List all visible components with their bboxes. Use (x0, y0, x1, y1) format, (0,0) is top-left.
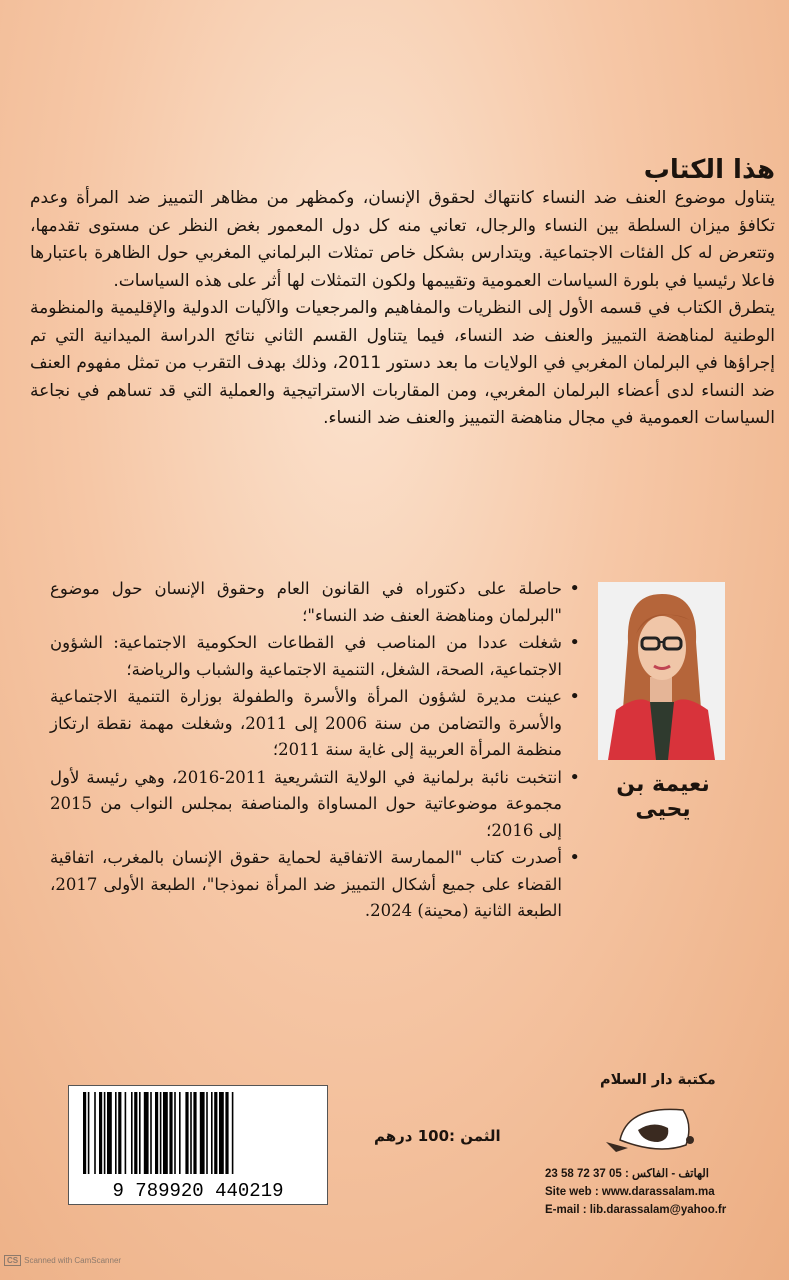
barcode-bar (200, 1092, 205, 1174)
publisher-phone: الهاتف - الفاكس : 05 37 72 58 23 (545, 1168, 710, 1180)
barcode-bar (115, 1092, 117, 1174)
author-photo (598, 582, 725, 760)
barcode-bar (225, 1092, 228, 1174)
barcode-bar (190, 1092, 192, 1174)
bio-item: • حاصلة على دكتوراه في القانون العام وحقوق الإنسان حول موضوع "البرلمان ومناهضة العنف ضد النساء"؛ (50, 576, 580, 629)
barcode-bar (174, 1092, 176, 1174)
barcode-bar (232, 1092, 234, 1174)
scanner-stamp-text: Scanned with CamScanner (24, 1256, 122, 1265)
author-bio-list (50, 576, 580, 926)
scanner-stamp: CS Scanned with CamScanner (4, 1255, 121, 1266)
barcode-number: 9 789920 440219 (112, 1180, 284, 1202)
barcode-bar (134, 1092, 137, 1174)
barcode-bar (104, 1092, 106, 1174)
barcode-bar (169, 1092, 172, 1174)
barcode-bar (144, 1092, 149, 1174)
barcode-bar (88, 1092, 90, 1174)
publisher-website[interactable]: Site web : www.darassalam.ma (545, 1186, 715, 1198)
publisher-contact (545, 1165, 750, 1219)
isbn-barcode (68, 1085, 328, 1205)
bio-item: • أصدرت كتاب "الممارسة الاتفاقية لحماية حقوق الإنسان بالمغرب، اتفاقية القضاء على جميع أشكال التمييز ضد المرأة نموذجا"، الطبعة الأولى 2017، الطبعة الثانية (محينة) 2024. (50, 845, 580, 925)
barcode-bar (139, 1092, 141, 1174)
barcode-bar (163, 1092, 168, 1174)
publisher-logo (598, 1100, 713, 1160)
barcode-bar (118, 1092, 121, 1174)
barcode-bar (185, 1092, 188, 1174)
barcode-bar (94, 1092, 96, 1174)
barcode-bar (107, 1092, 112, 1174)
barcode-bar (219, 1092, 224, 1174)
price-label: الثمن :100 درهم (374, 1127, 501, 1145)
barcode-bar (211, 1092, 213, 1174)
barcode-bar (155, 1092, 158, 1174)
barcode-bar (99, 1092, 102, 1174)
bio-item: • انتخبت نائبة برلمانية في الولاية التشريعية 2011-2016، وهي رئيسة لأول مجموعة موضوعاتية حول المساواة والمناصفة بمجلس النواب من 2015 إلى 2016؛ (50, 765, 580, 845)
barcode-bar (193, 1092, 196, 1174)
barcode-bar (179, 1092, 181, 1174)
publisher-name: مكتبة دار السلام (600, 1072, 716, 1088)
barcode-bar (83, 1092, 86, 1174)
barcode-graphic (69, 1086, 327, 1204)
author-portrait-illustration (598, 582, 725, 760)
barcode-bar (150, 1092, 152, 1174)
about-paragraph-2: يتطرق الكتاب في قسمه الأول إلى النظريات والمفاهيم والمرجعيات والآليات الدولية والإقليمية والمنظومة الوطنية لمناهضة التمييز والعنف ضد النساء، فيما يتناول القسم الثاني نتائج الدراسة الميدانية التي تم إجراؤها في البرلمان المغربي في الولايات ما بعد دستور 2011، وذلك بهدف التقرب من تمثل مفهوم العنف ضد النساء لدى أعضاء البرلمان المغربي، ومن المقاربات الاستراتيجية والعملية التي قد تساهم في نجاعة السياسات العمومية في مجال مناهضة التمييز والعنف ضد النساء. (30, 298, 775, 428)
publisher-email[interactable]: E-mail : lib.darassalam@yahoo.fr (545, 1204, 727, 1216)
about-title: هذا الكتاب (643, 155, 775, 185)
barcode-bar (125, 1092, 127, 1174)
barcode-bar (160, 1092, 162, 1174)
about-text (30, 185, 775, 433)
barcode-bar (214, 1092, 217, 1174)
author-name: نعيمة بن يحيى (616, 772, 710, 822)
bio-item: • عينت مديرة لشؤون المرأة والأسرة والطفولة بوزارة التنمية الاجتماعية والأسرة والتضامن من سنة 2006 إلى 2011، وشغلت مهمة نقطة ارتكاز منظمة المرأة العربية إلى غاية سنة 2011؛ (50, 684, 580, 764)
bio-item: • شغلت عددا من المناصب في القطاعات الحكومية الاجتماعية: الشؤون الاجتماعية، الصحة، الشغل، التنمية الاجتماعية والشباب والرياضة؛ (50, 630, 580, 683)
about-paragraph-1: يتناول موضوع العنف ضد النساء كانتهاك لحقوق الإنسان، وكمظهر من مظاهر التمييز ضد المرأة وعدم تكافؤ ميزان السلطة بين النساء والرجال، تعاني منه كل دول المعمور بغض النظر عن مستوى تقدمها، وتتعرض له كل الفئات الاجتماعية. ويتدارس بشكل خاص تمثلات البرلماني المغربي حول الظاهرة باعتبارها فاعلا رئيسيا في بلورة السياسات العمومية وتقييمها ولكون التمثلات لها أثر على هذه السياسات. (30, 188, 775, 291)
barcode-bar (206, 1092, 208, 1174)
barcode-bar (131, 1092, 133, 1174)
